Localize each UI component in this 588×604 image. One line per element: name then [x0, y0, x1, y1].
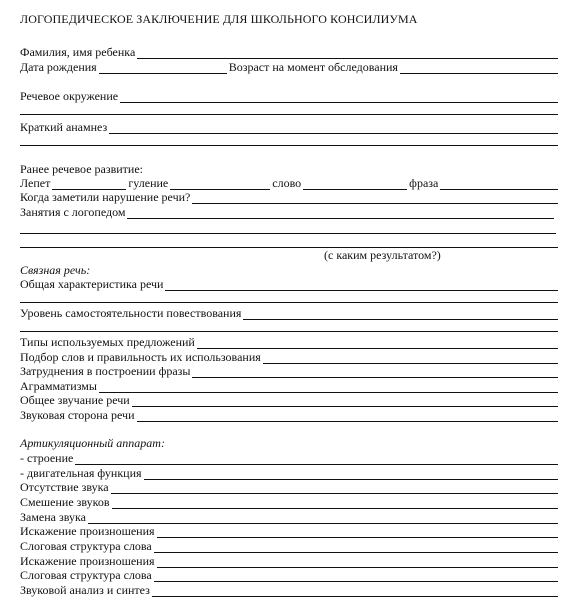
field-env-extra-line[interactable]: [20, 114, 558, 115]
field-replace-label: Замена звука: [20, 510, 86, 524]
form-title: ЛОГОПЕДИЧЕСКОЕ ЗАКЛЮЧЕНИЕ ДЛЯ ШКОЛЬНОГО КОНСИЛИУМА: [20, 12, 418, 26]
field-word-line[interactable]: [303, 178, 407, 190]
field-absence[interactable]: [20, 480, 560, 494]
field-env[interactable]: [20, 89, 560, 103]
field-agram-line[interactable]: [99, 381, 558, 393]
connected-speech-heading: Связная речь:: [20, 263, 91, 277]
field-age-line[interactable]: [400, 62, 558, 74]
field-difficulty-label: Затруднения в построении фразы: [20, 364, 191, 378]
field-difficulty-line[interactable]: [192, 366, 558, 378]
field-absence-label: Отсутствие звука: [20, 480, 109, 494]
field-name-label: Фамилия, имя ребенка: [20, 45, 136, 59]
field-difficulty[interactable]: [20, 364, 560, 378]
field-babble-line[interactable]: [52, 178, 126, 190]
field-name-line[interactable]: [137, 47, 558, 59]
field-classes-label: Занятия с логопедом: [20, 205, 126, 219]
field-sound-general-line[interactable]: [132, 395, 558, 407]
field-env-label: Речевое окружение: [20, 89, 119, 103]
field-babble-label: Лепет: [20, 176, 51, 190]
field-distort-2-label: Искажение произношения: [20, 554, 155, 568]
field-sentences-line[interactable]: [197, 337, 558, 349]
field-sound-side[interactable]: [20, 408, 560, 422]
field-mixing-line[interactable]: [112, 497, 558, 509]
field-sentences[interactable]: [20, 335, 560, 349]
field-analysis-label: Звуковой анализ и синтез: [20, 583, 150, 597]
field-syllable-2-line[interactable]: [154, 570, 558, 582]
field-distort-1-label: Искажение произношения: [20, 524, 155, 538]
field-phrase-line[interactable]: [440, 178, 558, 190]
field-general[interactable]: [20, 277, 560, 291]
field-noticed[interactable]: [20, 190, 560, 204]
field-birth-label: Дата рождения: [20, 60, 97, 74]
field-distort-2[interactable]: [20, 554, 560, 568]
field-birth-age[interactable]: [20, 60, 560, 74]
field-general-line[interactable]: [165, 279, 558, 291]
field-syllable-2-label: Слоговая структура слова: [20, 568, 152, 582]
field-classes-line[interactable]: [127, 207, 554, 219]
field-words-label: Подбор слов и правильность их использования: [20, 350, 261, 364]
field-structure-label: - строение: [20, 451, 74, 465]
field-agram[interactable]: [20, 379, 560, 393]
field-analysis[interactable]: [20, 583, 560, 597]
result-hint: (с каким результатом?): [324, 248, 441, 262]
field-birth-line[interactable]: [99, 62, 227, 74]
field-age-label: Возраст на момент обследования: [228, 60, 398, 74]
field-narration-extra-line[interactable]: [20, 331, 558, 332]
field-words-line[interactable]: [263, 352, 558, 364]
field-sound-side-label: Звуковая сторона речи: [20, 408, 135, 422]
field-narration[interactable]: [20, 306, 560, 320]
field-noticed-line[interactable]: [192, 192, 558, 204]
field-motor-line[interactable]: [144, 468, 558, 480]
field-anamnesis-extra-line[interactable]: [20, 145, 558, 146]
field-words[interactable]: [20, 350, 560, 364]
field-mixing-label: Смешение звуков: [20, 495, 110, 509]
field-sound-general[interactable]: [20, 393, 560, 407]
field-replace-line[interactable]: [88, 512, 558, 524]
field-syllable-2[interactable]: [20, 568, 560, 582]
field-narration-label: Уровень самостоятельности повествования: [20, 306, 242, 320]
field-distort-1[interactable]: [20, 524, 560, 538]
field-syllable-1-line[interactable]: [154, 541, 558, 553]
field-early-stages[interactable]: [20, 176, 560, 190]
field-mixing[interactable]: [20, 495, 560, 509]
field-structure[interactable]: [20, 451, 560, 465]
field-narration-line[interactable]: [243, 308, 558, 320]
field-anamnesis-line[interactable]: [109, 122, 558, 134]
field-env-line[interactable]: [120, 91, 558, 103]
field-classes-extra-line-1[interactable]: [20, 233, 556, 234]
field-cooing-line[interactable]: [170, 178, 270, 190]
articulation-heading: Артикуляционный аппарат:: [20, 436, 165, 450]
field-phrase-label: фраза: [409, 176, 439, 190]
field-sound-general-label: Общее звучание речи: [20, 393, 130, 407]
field-replace[interactable]: [20, 510, 560, 524]
field-syllable-1[interactable]: [20, 539, 560, 553]
field-analysis-line[interactable]: [152, 585, 558, 597]
field-distort-2-line[interactable]: [157, 556, 558, 568]
field-syllable-1-label: Слоговая структура слова: [20, 539, 152, 553]
field-general-extra-line[interactable]: [20, 302, 558, 303]
field-cooing-label: гуление: [128, 176, 169, 190]
field-structure-line[interactable]: [75, 453, 558, 465]
field-motor-label: - двигательная функция: [20, 466, 142, 480]
early-development-heading: Ранее речевое развитие:: [20, 162, 143, 176]
field-agram-label: Аграмматизмы: [20, 379, 97, 393]
field-general-label: Общая характеристика речи: [20, 277, 164, 291]
field-word-label: слово: [272, 176, 302, 190]
field-noticed-label: Когда заметили нарушение речи?: [20, 190, 191, 204]
field-name[interactable]: [20, 45, 560, 59]
field-absence-line[interactable]: [111, 482, 558, 494]
field-motor[interactable]: [20, 466, 560, 480]
field-classes-extra-line-2[interactable]: [20, 247, 558, 248]
field-sound-side-line[interactable]: [137, 410, 559, 422]
field-anamnesis[interactable]: [20, 120, 560, 134]
field-anamnesis-label: Краткий анамнез: [20, 120, 108, 134]
field-sentences-label: Типы используемых предложений: [20, 335, 195, 349]
field-classes[interactable]: [20, 205, 556, 219]
field-distort-1-line[interactable]: [157, 526, 558, 538]
